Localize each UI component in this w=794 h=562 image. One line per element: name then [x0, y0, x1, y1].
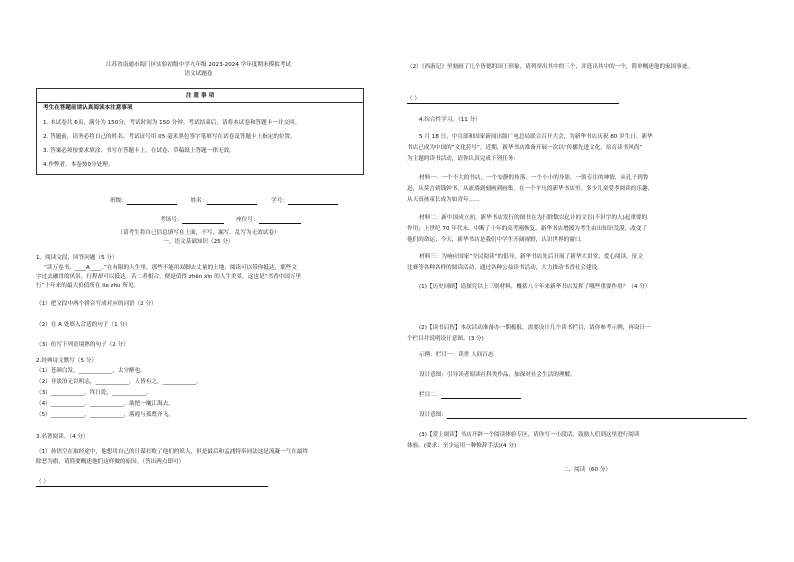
q3-2-question: （2）《西游记》里刻画了几个皆德的国王形象，请列举出其中的三个，并选出其中的一个，简单概述他的家国事迹。	[407, 64, 694, 70]
section1-heading: 一、语文基础知识（25 分）	[163, 239, 234, 245]
material-2: 他们的命运；今天，新华书店是我们中学生开阔视野，认识世界的窗口。	[407, 237, 587, 243]
notice-box	[36, 88, 364, 175]
q3-passage: 除恶为旗，请简要概述他们这样做的原因。（答出两点即可）	[36, 459, 185, 465]
info-row-2	[160, 217, 301, 224]
notice-title: 注 意 事 项	[185, 93, 215, 99]
exam-title: 江苏省南通市海门区实验初级中学九年级 2023-2024 学年度期末模拟考试	[105, 62, 292, 68]
section2-heading: 二、阅读（60 分）	[562, 467, 612, 473]
notice-intro: 考生在答题前请认真阅读本注意事项	[43, 105, 133, 111]
q4-passage: 为主题的读书活动，请你认真完成下列任务：	[407, 156, 519, 162]
material-2: 作用；上世纪 70 年代末，中断了十年的高考刚恢复，新华书店增援为考生由出知识荒漠，改变了	[407, 226, 648, 232]
q4-passage: 5 月 18 日，中宣部和国家新闻出版广电总局联合召开大会，为新华书店庆祝 80 岁生日。新华	[419, 134, 653, 140]
q2-item: （2）非淡泊无以明志，____________，人皆有之，____________。	[36, 379, 202, 385]
class-field[interactable]	[127, 198, 177, 205]
q1-passage: “读万卷书，____A____。”在有限的人生里，那些不能用双脚去丈量的土地，阅读可以带你抵达，那些文	[44, 265, 297, 271]
notice-item: 1. 本试卷共 6页，满分为 150分，考试时间为 150 分钟。考试结束后，请将本试卷和答题卡一并交回。	[43, 120, 301, 126]
task-2-example-intent: 设计意图：引导读者阅读社科类作品，加深对社会生活的理解。	[419, 372, 576, 378]
exam-subtitle: 语文试题卷	[184, 71, 213, 77]
student-id-field[interactable]	[288, 198, 338, 205]
design-intent-row	[419, 412, 747, 419]
material-1: 从天真孩童长成为如青年……	[407, 197, 480, 203]
exam-room-field[interactable]	[182, 217, 224, 224]
column-two-field[interactable]	[441, 392, 521, 399]
q1-passage: 字过去融贯的风景，行程却可以抵达。若二者相合，便是值得 zhēn xīn 的人生美景。这也是“书香中国万里	[36, 274, 302, 280]
name-label: 姓名：	[190, 198, 208, 204]
material-3: 材料三：为响应国家“全民阅读”的倡导，新华书店先后开展了新华大讲堂、爱心阅读、征文	[419, 254, 643, 260]
q1-sub: （1）把文段中两个拼音写成对应的词语（2 分）	[36, 301, 157, 307]
q3-stem: 3.名著阅读。（4 分）	[36, 434, 89, 440]
q2-item: （5）____________，____________，落霞与孤鹜齐飞。	[36, 412, 174, 418]
material-1: 迅，从莫言到钱钟书，从流淌到刻画到画集，在一个平凡的新华书店里。多少儿童爱孝阅读的乐趣,	[407, 186, 650, 192]
exam-room-label: 考场号：	[160, 217, 183, 223]
design-intent-field[interactable]	[447, 412, 747, 419]
notice-item: 3. 答案必须按要求填涂、书写在答题卡上，在试卷、草稿纸上答题一律无效。	[43, 148, 235, 154]
q2-stem: 2.经典诗文默写（5 分）	[36, 358, 98, 364]
seat-label: 座位号：	[236, 217, 259, 223]
class-label: 班级：	[110, 198, 127, 204]
q3-answer-blank[interactable]: （ ）	[36, 479, 268, 487]
q1-passage: 行”十年来的最大价值所在 lie zhu 所见。	[36, 283, 140, 289]
info-warning: （请考生将自己信息填写在上面，不写、漏写、乱写为无效试卷）	[117, 230, 280, 236]
task-2-example: 示例：栏目一：读世 人间百态	[419, 352, 494, 358]
info-row-1	[110, 198, 338, 205]
task-2: 个栏目并说明设计意图。(3 分)	[407, 336, 484, 342]
task-3: (3)【爱上阅读】书店开辟一个阅读体验专区，请你写一小段话，鼓励人们到这里进行阅读	[419, 432, 640, 438]
material-2: 材料二：新中国成立初，新华书店发行的图书在为扫除数以亿计的文盲(不识字的人)起重要的	[419, 215, 648, 221]
q1-sub: （3）仿写下列语境熟的句子（2 分）	[36, 342, 129, 348]
right-page	[397, 0, 794, 562]
q2-item: （1）苍颜白发，____________，太守醉也。	[36, 368, 146, 374]
q1-sub: （2）在 A 处填入合适的句子（1 分）	[36, 322, 131, 328]
design-intent-label: 设计意图：	[419, 412, 447, 418]
q4-passage: 书店已成为中国的“文化符号”。近期，新华书店准备开展一次以“传播先进文化，培育读书风尚”	[407, 145, 643, 151]
student-id-label: 学号：	[271, 198, 288, 204]
task-1: (1)【历史回顾】请探究以上三则材料，概括八十年来新华书店发挥了哪些重要作用？（4 分）	[419, 284, 651, 290]
column-two-row	[419, 392, 521, 399]
notice-item: 4.作弊者，本卷按0分处理。	[43, 162, 114, 168]
task-2: (2)【读书启智】本次活动准备办一期板报，需要设计几个读书栏目，请你参考示例，再设计一	[419, 325, 651, 331]
q2-item: （4）____________，____________。欲把一麾江海去。	[36, 401, 174, 407]
task-3: 体验。(要求：至少运用一种修辞手法)(4 分)	[407, 443, 517, 449]
material-3: 比赛等各种各样的阅读活动，通过各种公益读书活动，大力推动书香社会建设。	[407, 265, 603, 271]
q4-stem: 4.综合性学习。（11 分）	[419, 117, 481, 123]
material-1: 材料一：一个不大的书店，一个安静的角落，一个小小的身影，一脸专注的神情，从孔子到鲁	[419, 175, 649, 181]
q3-passage: （1）孙悟空在取经途中，他想用自己的计谋打败了他们的妖人，但是最后和孟浦特奉同法这是流凝一气在最终	[36, 449, 309, 455]
column-two-label: 栏目二：	[419, 392, 442, 398]
notice-item: 2. 答题前，请务必将自己的姓名、考试证号用 05 毫米黑色签字笔填写在试卷及答题卡上指定的位置。	[43, 134, 296, 140]
q1-stem: 1．阅读文段，回答问题（5 分）	[36, 255, 118, 261]
name-field[interactable]	[207, 198, 257, 205]
q3-2-answer-blank[interactable]: （ ）	[407, 96, 619, 104]
q2-item: （3）____________，终日乾，____________。	[36, 390, 152, 396]
seat-field[interactable]	[259, 217, 301, 224]
